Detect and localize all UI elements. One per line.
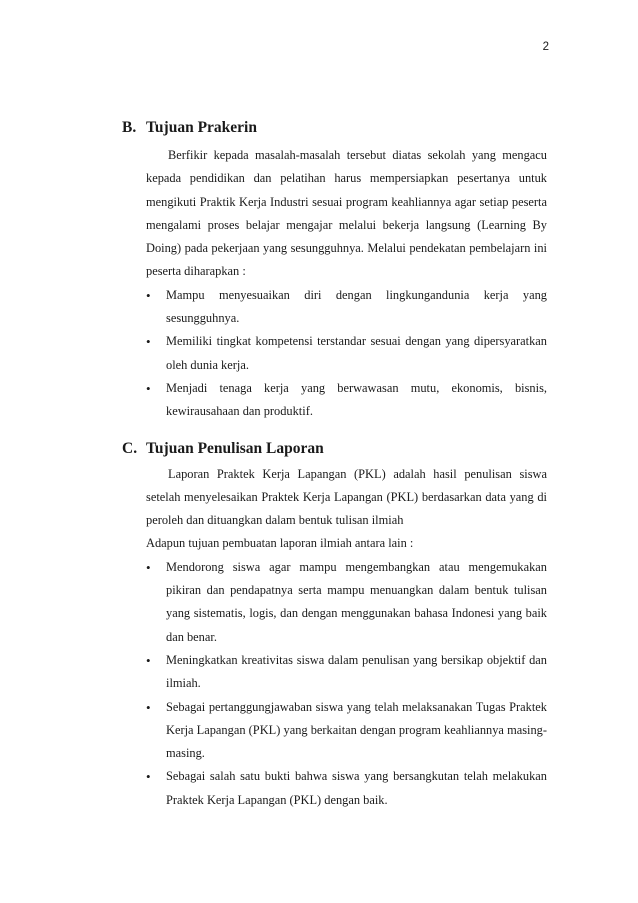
section-title: Tujuan Penulisan Laporan	[146, 439, 324, 457]
bullet-icon: •	[146, 380, 151, 396]
section-title: Tujuan Prakerin	[146, 119, 257, 136]
list-item	[122, 556, 547, 649]
bullet-list	[122, 556, 547, 812]
list-item	[122, 284, 547, 331]
section-intro: Adapun tujuan pembuatan laporan ilmiah antara lain :	[146, 536, 414, 551]
section-paragraph: Berfikir kepada masalah-masalah tersebut diatas sekolah yang mengacu kepada pendidikan dan pelatihan harus mempersiapkan pesertanya untuk mengikuti Praktik Kerja Industri sesuai program keahliannya agar setiap peserta mengalami proses belajar mengajar melalui bekerja langsung (Learning By Doing) pada pekerjaan yang sesungguhnya. Melalui pendekatan pembelajarn ini peserta diharapkan :	[146, 148, 547, 279]
list-item	[122, 377, 547, 424]
list-item-text: Memiliki tingkat kompetensi terstandar sesuai dengan yang dipersyaratkan oleh dunia kerja.	[166, 334, 547, 372]
section-tujuan-prakerin	[122, 118, 547, 424]
section-heading	[122, 118, 547, 138]
list-item-text: Sebagai pertanggungjawaban siswa yang telah melaksanakan Tugas Praktek Kerja Lapangan (PKL) yang berkaitan dengan program keahliannya masing-masing.	[166, 699, 547, 761]
section-letter: C.	[122, 439, 138, 457]
bullet-icon: •	[146, 334, 151, 350]
document-body	[122, 118, 547, 812]
page-number: 2	[542, 41, 549, 53]
section-tujuan-penulisan-laporan	[122, 439, 547, 812]
list-item-text: Mampu menyesuaikan diri dengan lingkungandunia kerja yang sesungguhnya.	[166, 287, 547, 326]
list-item	[122, 765, 547, 812]
list-item-text: Sebagai salah satu bukti bahwa siswa yang bersangkutan telah melakukan Praktek Kerja Lapangan (PKL) dengan baik.	[166, 769, 547, 807]
section-letter: B.	[122, 119, 137, 136]
list-item	[122, 330, 547, 377]
list-item-text: Mendorong siswa agar mampu mengembangkan atau mengemukakan pikiran dan pendapatnya serta mampu menuangkan dalam bentuk tulisan yang sistematis, logis, dan dengan menggunakan bahasa Indonesi yang baik dan benar.	[166, 559, 547, 644]
list-item	[122, 696, 547, 766]
bullet-icon: •	[146, 769, 151, 785]
list-item-text: Meningkatkan kreativitas siswa dalam penulisan yang bersikap objektif dan ilmiah.	[166, 652, 547, 691]
section-paragraph: Laporan Praktek Kerja Lapangan (PKL) adalah hasil penulisan siswa setelah menyelesaikan Praktek Kerja Lapangan (PKL) berdasarkan data yang di peroleh dan dituangkan dalam bentuk tulisan ilmiah	[146, 466, 547, 528]
bullet-icon: •	[146, 699, 151, 715]
list-item-text: Menjadi tenaga kerja yang berwawasan mutu, ekonomis, bisnis, kewirausahaan dan produktif.	[166, 380, 547, 419]
bullet-icon: •	[146, 652, 151, 668]
bullet-icon: •	[146, 559, 151, 575]
bullet-list	[122, 284, 547, 424]
list-item	[122, 649, 547, 696]
bullet-icon: •	[146, 287, 151, 303]
section-heading	[122, 439, 547, 459]
